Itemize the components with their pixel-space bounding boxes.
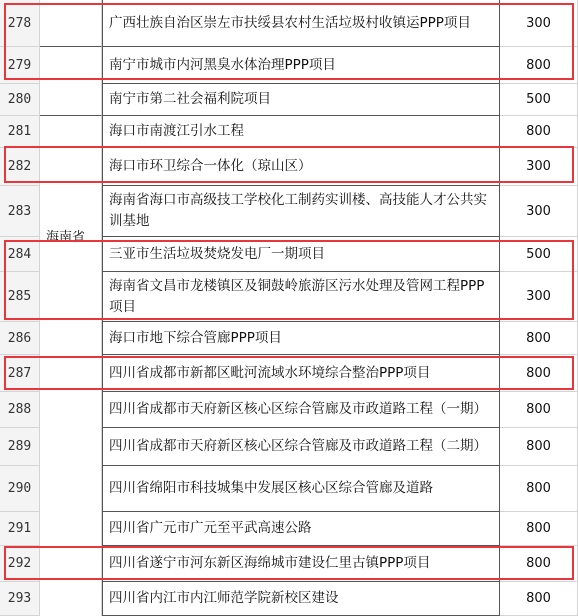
amount-cell[interactable]: 500 — [500, 84, 578, 116]
row-number[interactable]: 290 — [0, 466, 40, 512]
amount-cell[interactable]: 500 — [500, 237, 578, 272]
province-cell[interactable] — [40, 148, 102, 186]
project-name-cell[interactable]: 海口市地下综合管廊PPP项目 — [102, 322, 500, 355]
project-name-cell[interactable]: 四川省成都市天府新区核心区综合管廊及市政道路工程（一期） — [102, 392, 500, 428]
amount-cell[interactable]: 800 — [500, 116, 578, 148]
amount-cell[interactable]: 300 — [500, 272, 578, 322]
project-name-cell[interactable]: 海南省文昌市龙楼镇区及铜鼓岭旅游区污水处理及管网工程PPP项目 — [102, 272, 500, 322]
row-number[interactable]: 291 — [0, 512, 40, 546]
amount-cell[interactable]: 800 — [500, 322, 578, 355]
row-number[interactable]: 279 — [0, 47, 40, 84]
table-row — [0, 148, 578, 186]
row-number[interactable]: 282 — [0, 148, 40, 186]
amount-cell[interactable]: 800 — [500, 582, 578, 616]
amount-cell[interactable]: 800 — [500, 512, 578, 546]
project-name-cell[interactable]: 南宁市第二社会福利院项目 — [102, 84, 500, 116]
row-number[interactable]: 284 — [0, 237, 40, 272]
table-row — [0, 322, 578, 355]
province-cell[interactable] — [40, 116, 102, 148]
province-cell[interactable] — [40, 47, 102, 84]
province-cell[interactable] — [40, 272, 102, 322]
table-row — [0, 47, 578, 84]
project-name-cell[interactable]: 海南省海口市高级技工学校化工制药实训楼、高技能人才公共实训基地 — [102, 186, 500, 237]
amount-cell[interactable]: 800 — [500, 47, 578, 84]
table-row — [0, 466, 578, 512]
table-row — [0, 582, 578, 616]
table-row — [0, 237, 578, 272]
amount-cell[interactable]: 300 — [500, 0, 578, 47]
province-cell[interactable] — [40, 84, 102, 116]
row-number[interactable]: 292 — [0, 546, 40, 582]
table-row — [0, 84, 578, 116]
amount-cell[interactable]: 800 — [500, 546, 578, 582]
project-name-cell[interactable]: 海口市南渡江引水工程 — [102, 116, 500, 148]
table-row — [0, 546, 578, 582]
project-name-cell[interactable]: 四川省绵阳市科技城集中发展区核心区综合管廊及道路 — [102, 466, 500, 512]
province-cell[interactable] — [40, 582, 102, 616]
project-name-cell[interactable]: 南宁市城市内河黑臭水体治理PPP项目 — [102, 47, 500, 84]
table-row — [0, 428, 578, 466]
province-cell[interactable] — [40, 392, 102, 428]
amount-cell[interactable]: 800 — [500, 428, 578, 466]
table-row — [0, 355, 578, 392]
province-cell[interactable] — [40, 322, 102, 355]
row-number[interactable]: 286 — [0, 322, 40, 355]
row-number[interactable]: 285 — [0, 272, 40, 322]
province-cell[interactable] — [40, 466, 102, 512]
project-name-cell[interactable]: 广西壮族自治区崇左市扶绥县农村生活垃圾村收镇运PPP项目 — [102, 0, 500, 47]
province-cell[interactable] — [40, 355, 102, 392]
province-cell[interactable] — [40, 546, 102, 582]
amount-cell[interactable]: 800 — [500, 466, 578, 512]
project-name-cell[interactable]: 四川省遂宁市河东新区海绵城市建设仁里古镇PPP项目 — [102, 546, 500, 582]
row-number[interactable]: 281 — [0, 116, 40, 148]
row-number[interactable]: 278 — [0, 0, 40, 47]
province-cell-hainan[interactable]: 海南省 — [46, 230, 86, 245]
row-number[interactable]: 288 — [0, 392, 40, 428]
table-row — [0, 392, 578, 428]
row-number[interactable]: 287 — [0, 355, 40, 392]
amount-cell[interactable]: 300 — [500, 186, 578, 237]
table-row — [0, 116, 578, 148]
project-name-cell[interactable]: 海口市环卫综合一体化（琼山区） — [102, 148, 500, 186]
row-number[interactable]: 289 — [0, 428, 40, 466]
row-number[interactable]: 280 — [0, 84, 40, 116]
project-name-cell[interactable]: 四川省成都市新都区毗河流域水环境综合整治PPP项目 — [102, 355, 500, 392]
project-name-cell[interactable]: 四川省成都市天府新区核心区综合管廊及市政道路工程（二期） — [102, 428, 500, 466]
row-number[interactable]: 283 — [0, 186, 40, 237]
table-row — [0, 0, 578, 47]
province-cell[interactable] — [40, 0, 102, 47]
row-number[interactable]: 293 — [0, 582, 40, 616]
table-row — [0, 272, 578, 322]
province-cell[interactable] — [40, 428, 102, 466]
project-name-cell[interactable]: 四川省广元市广元至平武高速公路 — [102, 512, 500, 546]
project-name-cell[interactable]: 四川省内江市内江师范学院新校区建设 — [102, 582, 500, 616]
amount-cell[interactable]: 800 — [500, 355, 578, 392]
amount-cell[interactable]: 800 — [500, 392, 578, 428]
amount-cell[interactable]: 300 — [500, 148, 578, 186]
table-row — [0, 186, 578, 237]
project-name-cell[interactable]: 三亚市生活垃圾焚烧发电厂一期项目 — [102, 237, 500, 272]
table-row — [0, 512, 578, 546]
province-cell[interactable] — [40, 512, 102, 546]
